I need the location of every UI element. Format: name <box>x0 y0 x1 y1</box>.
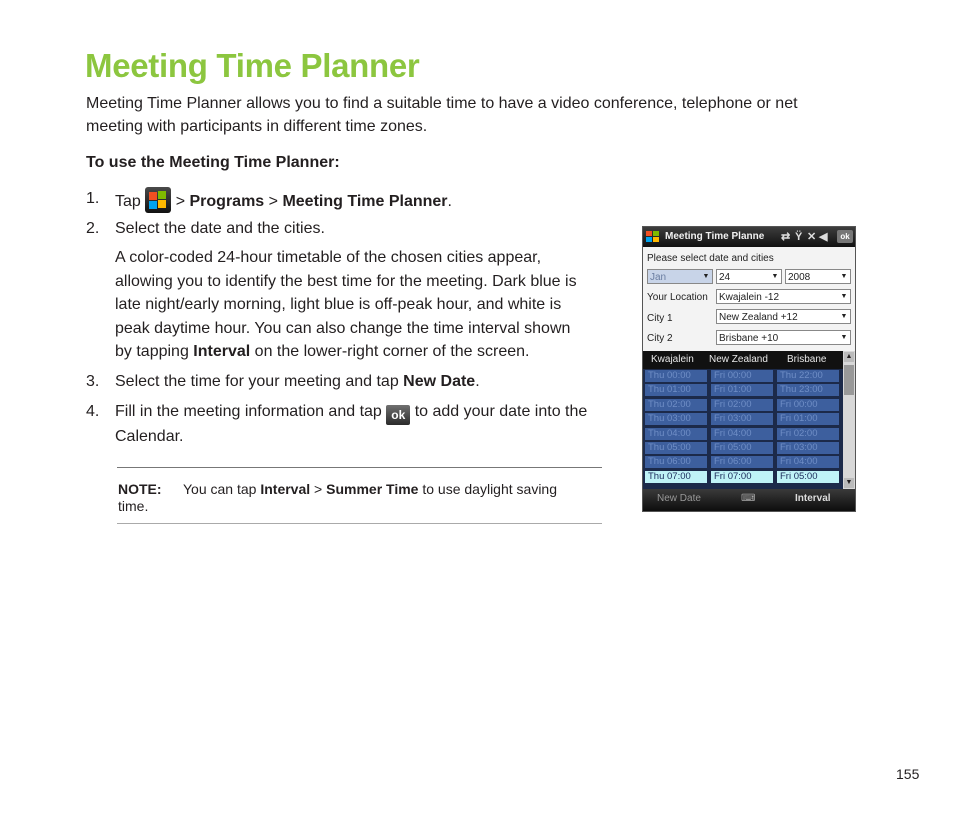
programs-label: Programs <box>189 193 265 210</box>
device-softkey-bar <box>643 489 855 511</box>
signal-icon: Ÿ <box>795 231 803 243</box>
para-line: peak daytime hour. You can also change the time interval shown <box>115 319 571 337</box>
step-number: 1. <box>86 190 100 207</box>
column-header: Kwajalein <box>651 354 694 365</box>
table-row[interactable] <box>643 383 843 397</box>
table-cell: Fri 00:00 <box>711 370 773 382</box>
day-value: 24 <box>719 272 731 283</box>
step-text-part: Select the time for your meeting and tap <box>115 373 399 390</box>
device-form <box>643 247 855 351</box>
device-screenshot <box>642 226 856 512</box>
city2-label: City 2 <box>647 333 673 344</box>
day-select[interactable] <box>716 269 782 284</box>
intro-paragraph: Meeting Time Planner allows you to find a suitable time to have a video conference, telephone or net meeting with participants in different time zones. <box>86 95 798 135</box>
table-cell: Fri 03:00 <box>777 442 839 454</box>
table-row[interactable] <box>643 470 843 484</box>
para-text: on the lower-right corner of the screen. <box>254 343 530 360</box>
city1-label: City 1 <box>647 313 673 324</box>
interval-term: Interval <box>260 481 311 497</box>
note-label: NOTE: <box>118 481 162 497</box>
month-value: Jan <box>650 272 667 283</box>
table-cell: Thu 05:00 <box>645 442 707 454</box>
table-cell: Fri 00:00 <box>777 399 839 411</box>
city1-select[interactable] <box>716 309 851 324</box>
separator: > <box>314 481 323 497</box>
table-cell: Thu 00:00 <box>645 370 707 382</box>
keyboard-icon[interactable]: ⌨ <box>741 493 756 504</box>
table-row[interactable] <box>643 369 843 383</box>
table-row[interactable] <box>643 412 843 426</box>
table-cell: Thu 07:00 <box>645 471 707 483</box>
windows-start-icon <box>145 187 171 213</box>
step-number: 4. <box>86 403 100 420</box>
table-cell: Fri 02:00 <box>711 399 773 411</box>
chevron-down-icon: ▼ <box>771 273 779 280</box>
table-cell: Fri 02:00 <box>777 428 839 440</box>
your-location-label: Your Location <box>647 292 708 303</box>
timetable-description <box>115 246 615 364</box>
chevron-down-icon: ▼ <box>840 293 848 300</box>
period: . <box>447 193 452 210</box>
ok-icon: ok <box>386 405 410 425</box>
section-subheading: To use the Meeting Time Planner: <box>86 154 340 171</box>
table-row[interactable] <box>643 441 843 455</box>
your-location-select[interactable] <box>716 289 851 304</box>
separator: > <box>175 193 186 210</box>
year-value: 2008 <box>788 272 811 283</box>
step-number: 2. <box>86 220 100 237</box>
table-cell: Fri 05:00 <box>711 442 773 454</box>
scroll-down-icon[interactable]: ▼ <box>845 479 853 486</box>
city2-value: Brisbane +10 <box>719 333 779 344</box>
chevron-down-icon: ▼ <box>840 334 848 341</box>
table-cell: Fri 03:00 <box>711 413 773 425</box>
app-label: Meeting Time Planner <box>282 193 448 210</box>
column-header: New Zealand <box>709 354 768 365</box>
chevron-down-icon: ▼ <box>840 273 848 280</box>
note-text-continued: time. <box>118 498 149 514</box>
table-cell: Fri 04:00 <box>711 428 773 440</box>
chevron-down-icon: ▼ <box>840 313 848 320</box>
month-select[interactable] <box>647 269 713 284</box>
new-date-softkey[interactable]: New Date <box>657 493 701 504</box>
device-title-bar <box>643 227 855 247</box>
sync-icon: ⇄ <box>781 231 791 243</box>
page-title: Meeting Time Planner <box>85 47 420 84</box>
table-cell: Fri 01:00 <box>711 384 773 396</box>
timetable-rows <box>643 369 843 484</box>
step-text-part: Calendar. <box>115 428 184 445</box>
table-row[interactable] <box>643 427 843 441</box>
table-cell: Thu 04:00 <box>645 428 707 440</box>
scrollbar[interactable] <box>843 351 855 489</box>
prompt-label: Please select date and cities <box>647 253 774 264</box>
timetable-grid <box>643 351 843 489</box>
page-number: 155 <box>896 766 920 782</box>
table-cell: Fri 05:00 <box>777 471 839 483</box>
para-line: allowing you to identify the best time for the meeting. Dark blue is <box>115 272 577 290</box>
note-box <box>117 467 602 524</box>
city1-value: New Zealand +12 <box>719 312 798 323</box>
step-text <box>115 370 480 393</box>
separator: > <box>268 193 278 210</box>
city2-select[interactable] <box>716 330 851 345</box>
table-cell: Fri 04:00 <box>777 456 839 468</box>
step-tap: Tap <box>115 193 141 210</box>
para-line: A color-coded 24-hour timetable of the chosen cities appear, <box>115 249 542 266</box>
para-line: late night/early morning, light blue is off-peak hour, and white is <box>115 296 562 313</box>
table-cell: Thu 03:00 <box>645 413 707 425</box>
column-header: Brisbane <box>787 354 827 365</box>
table-cell: Thu 06:00 <box>645 456 707 468</box>
table-row[interactable] <box>643 455 843 469</box>
table-row[interactable] <box>643 398 843 412</box>
scroll-thumb[interactable] <box>844 365 854 395</box>
table-cell: Thu 01:00 <box>645 384 707 396</box>
note-text <box>183 481 557 497</box>
table-cell: Fri 06:00 <box>711 456 773 468</box>
table-cell: Fri 07:00 <box>711 471 773 483</box>
step-number: 3. <box>86 373 100 390</box>
note-text-part: to use daylight saving <box>422 481 557 497</box>
close-icon: ✕ <box>807 231 817 243</box>
step-text-part: to add your date into the <box>414 403 588 420</box>
period: . <box>475 373 480 390</box>
step-text-part: Fill in the meeting information and tap <box>115 403 382 420</box>
step-text <box>115 187 452 213</box>
volume-icon[interactable]: ◀ <box>819 231 828 243</box>
step-text: Select the date and the cities. <box>115 220 325 237</box>
interval-softkey[interactable]: Interval <box>795 493 831 504</box>
summer-time-term: Summer Time <box>326 481 419 497</box>
chevron-down-icon: ▼ <box>702 273 710 280</box>
step-text <box>115 400 615 448</box>
para-line <box>115 340 615 364</box>
year-select[interactable] <box>785 269 851 284</box>
your-location-value: Kwajalein -12 <box>719 292 780 303</box>
table-cell: Thu 23:00 <box>777 384 839 396</box>
scroll-up-icon[interactable]: ▲ <box>845 353 853 360</box>
interval-term: Interval <box>193 343 251 360</box>
new-date-term: New Date <box>403 373 476 390</box>
note-text-part: You can tap <box>183 481 257 497</box>
ok-button[interactable]: ok <box>837 230 853 243</box>
table-cell: Thu 22:00 <box>777 370 839 382</box>
table-cell: Thu 02:00 <box>645 399 707 411</box>
windows-start-icon[interactable] <box>646 231 660 243</box>
timetable-header <box>643 351 843 369</box>
device-app-title: Meeting Time Planne <box>665 231 765 242</box>
para-text: by tapping <box>115 343 189 360</box>
table-cell: Fri 01:00 <box>777 413 839 425</box>
